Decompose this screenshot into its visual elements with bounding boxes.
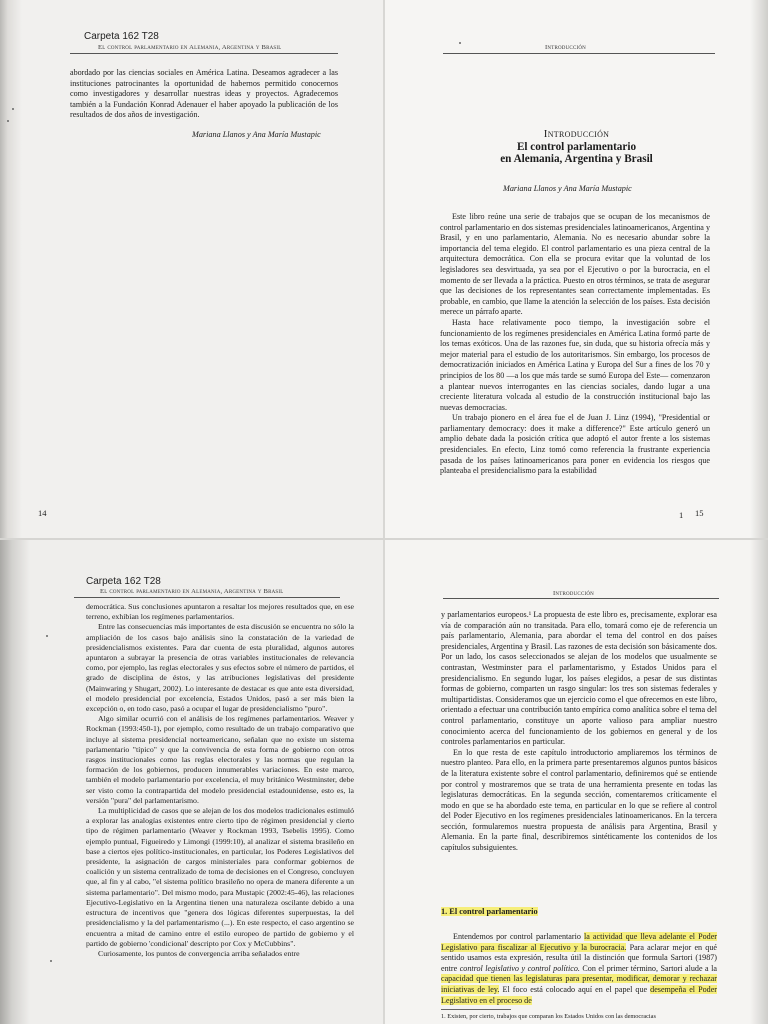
- paragraph: En lo que resta de este capítulo introductorio ampliaremos los términos de nuestro planteo. Para ello, en la primera parte presentaremos algunos puntos básicos de la literatura existente sobre el control parlamentario, definiremos qué se entiende por control y mostraremos que se trata de una herramienta presente en todas las legislaturas democráticas. En la segunda sección, comentaremos críticamente el modo en que se ha abordado este tema, en particular en lo que se refiere al control del Poder Ejecutivo en los regímenes presidenciales latinoamericanos. En la tercera sección, formularemos nuestra propuesta de análisis para Argentina, Brasil y Alemania. En la parte final, describiremos sintéticamente los contenidos de los capítulos subsiguientes.: [441, 747, 717, 853]
- header-rule: [74, 597, 340, 598]
- paragraph: democrática. Sus conclusiones apuntaron a resaltar los mejores resultados que, en ese terreno, exhibían los regímenes parlamentarios.: [86, 602, 354, 622]
- paragraph: Entendemos por control parlamentario la actividad que lleva adelante el Poder Legislativo para fiscalizar al Ejecutivo y la burocracia. Para aclarar mejor en qué sentido usamos esta expresión, resulta útil la distinción que formula Sartori (1987) entre control legislativo y control político. Con el primer término, Sartori alude a la capacidad que tienen las legislaturas para presentar, modificar, demorar y rechazar iniciativas de ley. El foco está colocado aquí en el papel que desempeña el Poder Legislativo en el proceso de: [441, 932, 718, 1005]
- folder-label: Carpeta 162 T28: [84, 31, 159, 42]
- section-heading: [441, 907, 538, 916]
- running-head: El control parlamentario en Alemania, Argentina y Brasil: [100, 588, 284, 595]
- footnote: 1. Existen, por cierto, trabajos que comparan los Estados Unidos con las democracias: [441, 1013, 656, 1020]
- highlight: desempeña el Poder Legislativo en el proceso de: [441, 984, 717, 1005]
- page-right-top: [385, 0, 768, 538]
- section-heading-text: 1. El control parlamentario: [441, 907, 538, 916]
- page-left-bottom: [0, 540, 383, 1024]
- page-number: 15: [695, 508, 704, 518]
- paragraph: Entre las consecuencias más importantes de esta discusión se encuentra no sólo la ampliación de los casos bajo análisis sino la constatación de la variedad de presidencialismos existentes. Para dar cuenta de esta pluralidad, algunos autores apuntaron a subrayar la presencia de otras variables institucionales de relevancia como, por ejemplo, las reglas electorales y sus efectos sobre el número de partidos, el grado de disciplina de éstos, y las atribuciones legislativas del presidente (Mainwaring y Shugart, 2002). Lo interesante de destacar es que ante esta diversidad, el modelo presidencial por excelencia, Estados Unidos, pasó a ser más bien la excepción o, en todo caso, pasó a ocupar el lugar de presidencialismo "puro".: [86, 622, 354, 714]
- running-head: El control parlamentario en Alemania, Argentina y Brasil: [98, 44, 282, 51]
- paragraph: Algo similar ocurrió con el análisis de los regímenes parlamentarios. Weaver y Rockman (1993:450-1), por ejemplo, como resultado de un trabajo comparativo que incluye al sistema presidencial norteamericano, señalan que no existe un sistema parlamentario "típico" y que la convivencia de esta forma de gobierno con otros rasgos institucionales como las reglas electorales y las normas que regulan la formación de los gobiernos, producen innumerables variaciones. En este marco, también el modelo parlamentario por excelencia, el muy británico Westminster, debe ser visto como la contrapartida del modelo presidencial estadounidense, esto es, la versión "pura" del parlamentarismo.: [86, 714, 354, 805]
- body-text: [441, 610, 717, 854]
- paragraph: y parlamentarios europeos.¹ La propuesta de este libro es, precisamente, explorar esa vía de comparación aún no transitada. Para ello, tomará como eje de referencia un país parlamentario, Alemania, para abordar el tema del control en dos países presidenciales, Argentina y Brasil. Las razones de esta decisión son básicamente dos. Por un lado, los casos seleccionados se alejan de los modelos que usualmente se contrastan, Westminster para el parlamentarismo, y Estados Unidos para el presidencialismo. En segundo lugar, los países elegidos, a pesar de sus distintas formas de gobierno, comparten un rasgo singular: los tres son sistemas federales y multipartidistas. Consideramos que un ejercicio como el que ofrecemos en este libro, orientado a efectuar una contribución tanto empírica como analítica sobre el tema del control parlamentario, constituye un aporte valioso para ampliar nuestro conocimiento acerca del funcionamiento de los gobiernos en general y de los controles parlamentarios en particular.: [441, 610, 717, 747]
- title-line-2: en Alemania, Argentina y Brasil: [500, 153, 653, 165]
- page-right-bottom: [385, 540, 768, 1024]
- paragraph: Este libro reúne una serie de trabajos que se ocupan de los mecanismos de control parlamentario en dos sistemas presidenciales latinoamericanos, Argentina y Brasil, y en uno parlamentario, Alemania. No es necesario abundar sobre la importancia del tema elegido. El control parlamentario es una pieza central de la arquitectura democrática. Con ella se procura evitar que la voluntad de los legisladores sea desvirtuada, ya sea por el Ejecutivo o por la burocracia, en el momento de ser llevada a la práctica. Puesto en otros términos, se trata de asegurar que las decisiones de los representantes sean correctamente implementadas. Es probable, en cambio, que llame la atención la selección de los países. Esta decisión merece un párrafo aparte.: [440, 212, 710, 317]
- chapter-label: Introducción: [543, 128, 610, 140]
- authors: Mariana Llanos y Ana María Mustapic: [503, 184, 632, 193]
- spread-gutter: [383, 0, 385, 1024]
- margin-mark: 1: [679, 510, 684, 520]
- folder-label: Carpeta 162 T28: [86, 576, 161, 587]
- chapter-title: [385, 128, 768, 165]
- footnote-rule: [441, 1009, 511, 1010]
- title-line-1: El control parlamentario: [516, 141, 637, 153]
- body-text: [70, 68, 338, 121]
- paragraph: abordado por las ciencias sociales en América Latina. Deseamos agradecer a las instituciones patrocinantes la oportunidad de habernos permitido conocernos como investigadores y desarrollar nuestras ideas y proyectos. Agradecemos también a la Fundación Konrad Adenauer el haber apoyado la publicación de los resultados de dos años de investigación.: [70, 68, 338, 120]
- paragraph: La multiplicidad de casos que se alejan de los dos modelos tradicionales estimuló a explorar las analogías existentes entre cierto tipo de régimen presidencial y cierto tipo de régimen parlamentario (Weaver y Rockman 1993, Tsebelis 1995). Como ejemplo puntual, Figueiredo y Limongi (1999:10), al analizar el sistema brasileño en base a ciertos ejes político-institucionales, en particular, los Poderes Legislativos del presidente, la asignación de cargos ministeriales para conformar gobiernos de coalición y un sistema centralizado de toma de decisiones en el Congreso, concluyen que, al fin y al cabo, "el sistema político brasileño no opera de manera diferente a un sistema parlamentario". Del mismo modo, para Mustapic (2002:45-46), las relaciones Ejecutivo-Legislativo en la Argentina tienen una naturaleza oscilante debido a una estructura de incentivos que "genera dos lógicas diferentes superpuestas, la del presidencialismo y la del parlamentarismo (...). En este respecto, el caso argentino se encuentra a mitad de camino entre el estilo europeo de partido de gobierno y el partido de gobierno 'condicional' descripto por Cox y McCubbins".: [86, 806, 354, 948]
- header-rule: [443, 598, 719, 599]
- page-number: 14: [38, 508, 47, 518]
- running-head: Introducción: [553, 590, 594, 597]
- page-left-top: [0, 0, 383, 538]
- highlight: la actividad que lleva adelante el Poder Legislativo para fiscalizar al Ejecutivo y la burocracia.: [441, 932, 718, 952]
- paragraph: Un trabajo pionero en el área fue el de Juan J. Linz (1994), "Presidential or parliamentary democracy: does it make a difference?" Este artículo generó un amplio debate dada la posición crítica que adoptó el autor frente a los sistemas presidenciales. En efecto, Linz tomó como referencia la frustrante experiencia pasada de los países latinoamericanos para poner en evidencia los riesgos que planteaba el presidencialismo para la estabilidad: [440, 413, 710, 476]
- highlight: capacidad que tienen las legislaturas para presentar, modificar, demorar y rechazar iniciativas de ley.: [441, 974, 717, 994]
- scan-seam: [0, 538, 768, 540]
- header-rule: [70, 53, 338, 54]
- running-head: Introducción: [545, 44, 586, 51]
- body-text: [440, 212, 710, 477]
- section-body: [441, 932, 717, 1006]
- paragraph: Hasta hace relativamente poco tiempo, la investigación sobre el funcionamiento de los regímenes presidenciales en América Latina formó parte de los temas exóticos. Una de las razones fue, sin duda, que su historia ofrecía más y mejor material para el estudio de los autoritarismos. Sin embargo, los procesos de democratización iniciados en América Latina y Europa del Sur a fines de los 70 y principios de los 80 —a los que más tarde se sumó Europa del Este— comenzaron a plantear nuevos interrogantes en las ciencias sociales, dando lugar a una creciente literatura volcada al estudio de la construcción institucional bajo las nuevas democracias.: [440, 317, 710, 412]
- paragraph: Curiosamente, los puntos de convergencia arriba señalados entre: [98, 948, 300, 958]
- signature: Mariana Llanos y Ana María Mustapic: [192, 130, 321, 139]
- body-text: [86, 602, 354, 959]
- header-rule: [443, 53, 715, 54]
